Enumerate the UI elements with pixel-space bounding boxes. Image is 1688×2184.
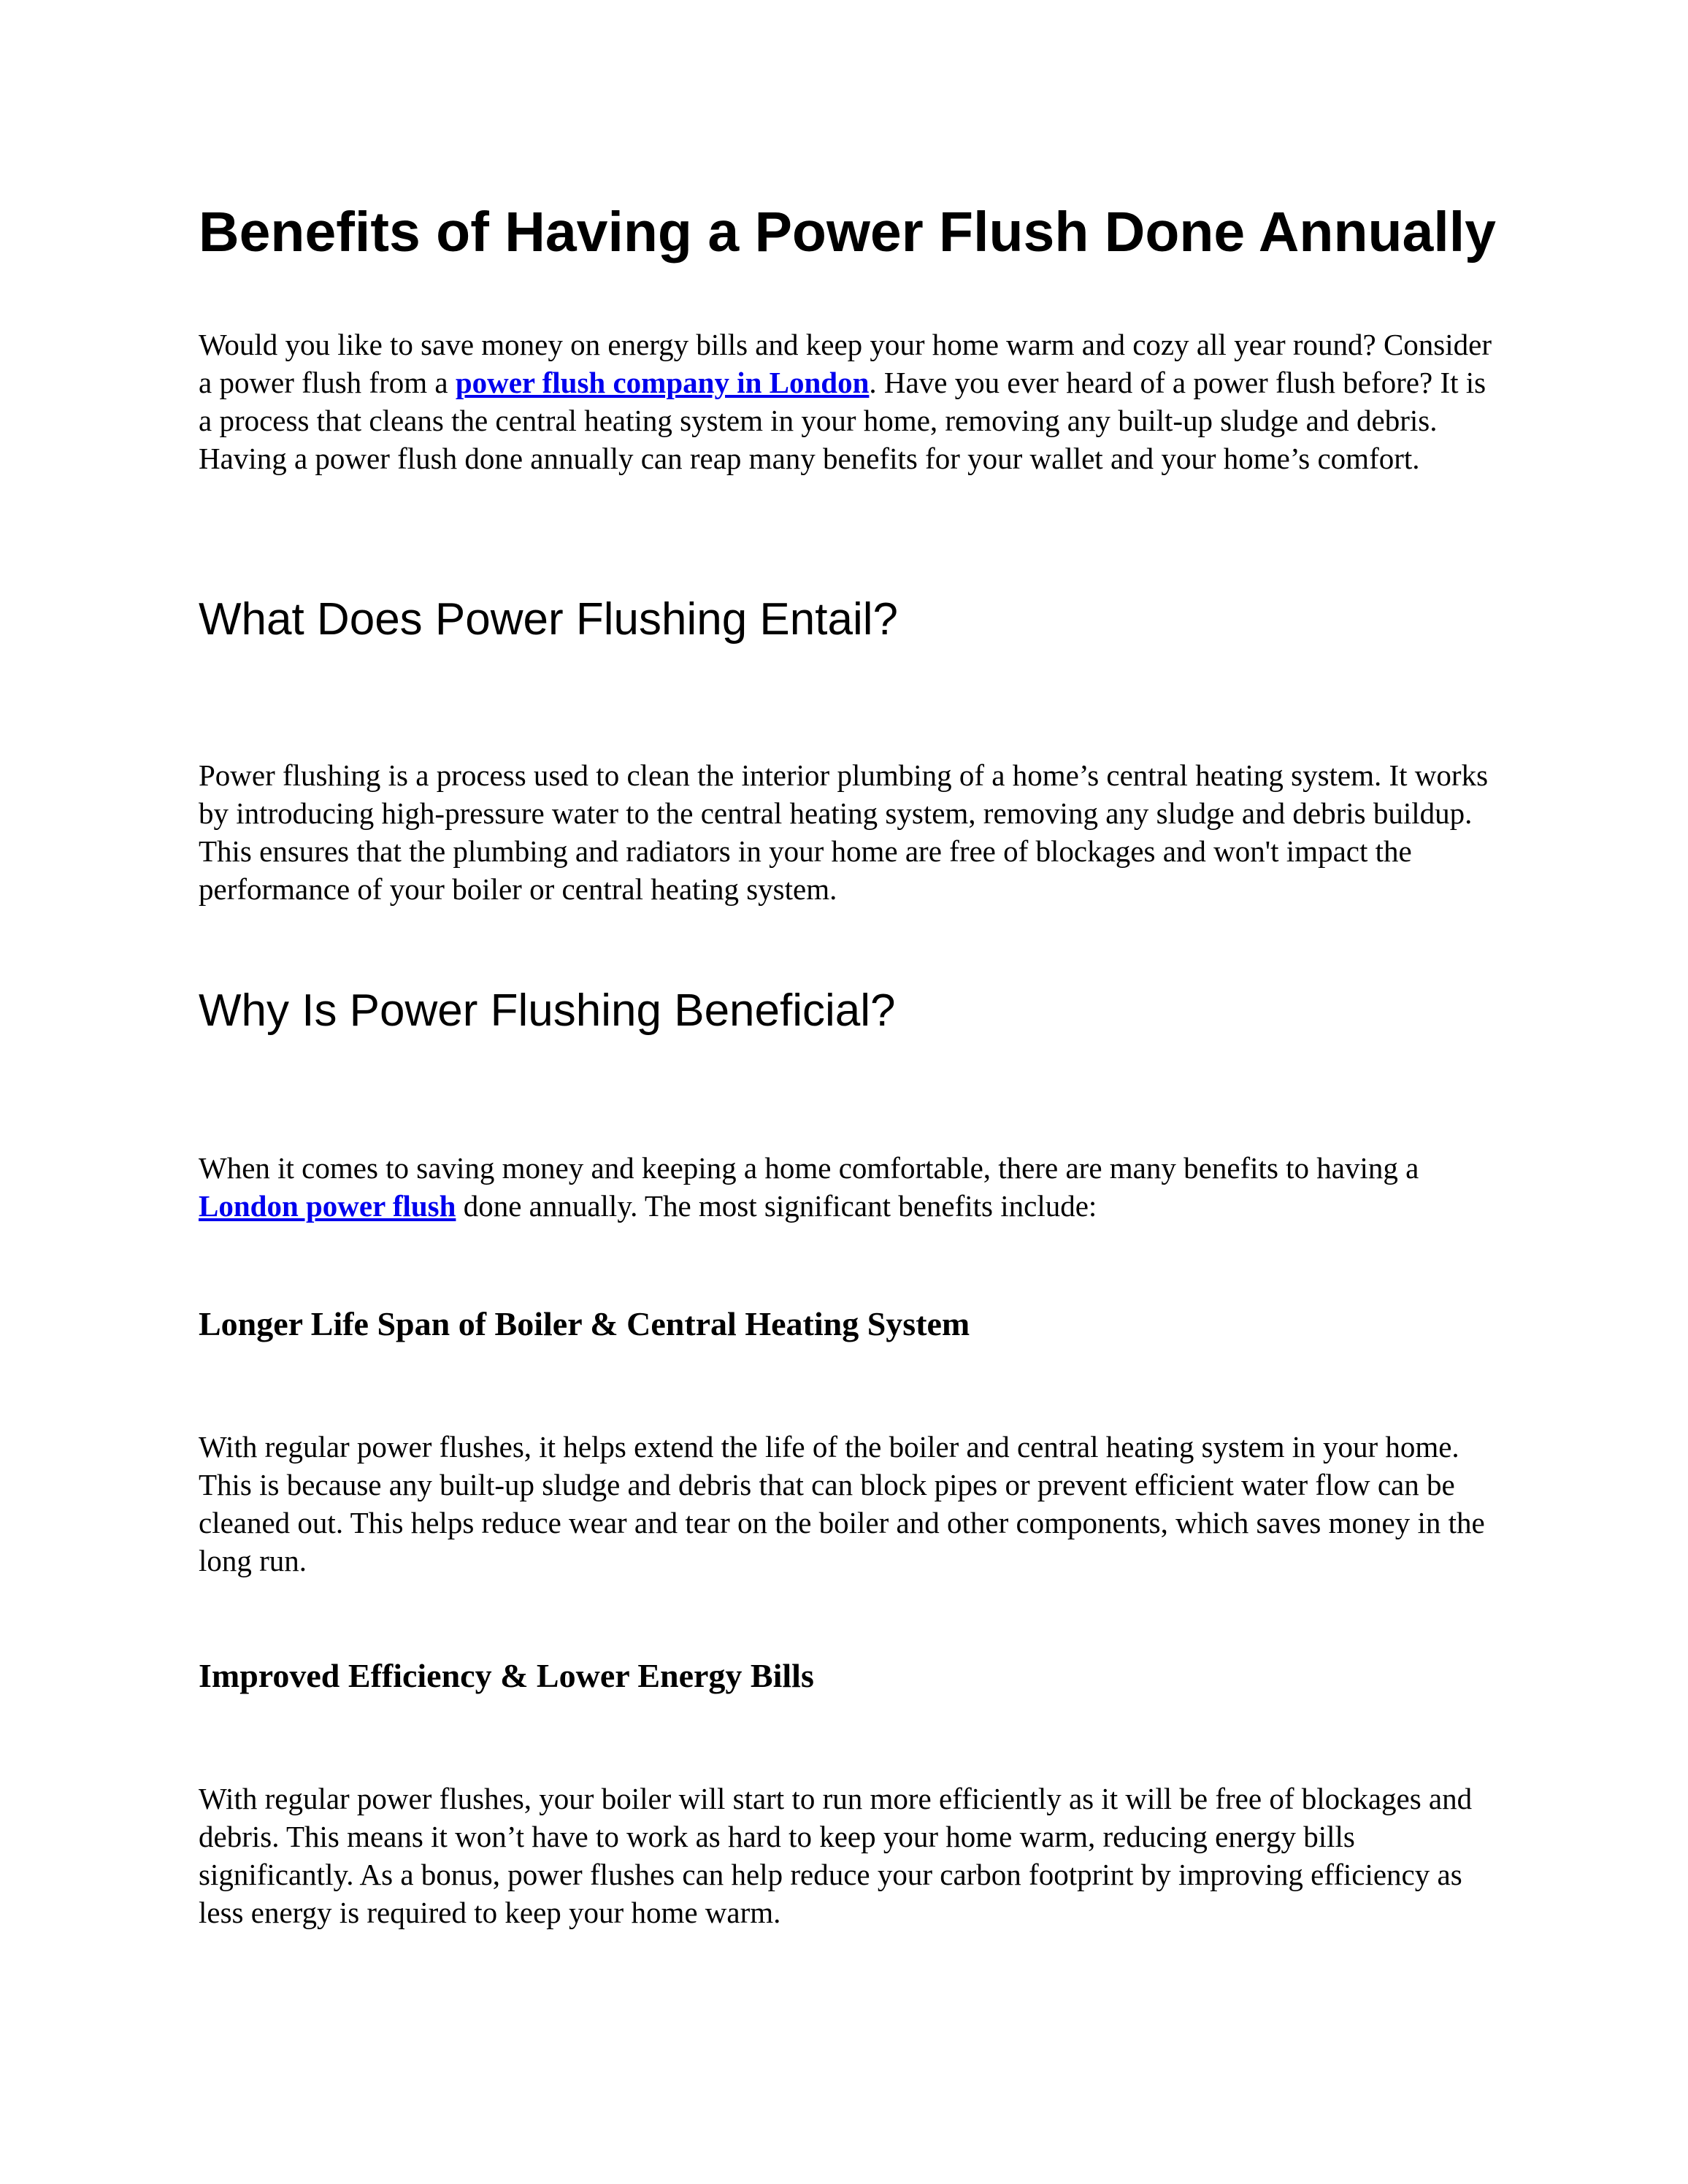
intro-text-start: Would you like to save money on energy bills and keep your home warm and cozy all year round? Consider a power flush from a — [199, 328, 1492, 399]
beneficial-paragraph — [199, 1149, 1505, 1225]
efficiency-paragraph: With regular power flushes, your boiler will start to run more efficiently as it will be free of blockages and debris. This means it won’t have to work as hard to keep your home warm, reducing energy bills significantly. As a bonus, power flushes can help reduce your carbon footprint by improving efficiency as less energy is required to keep your home warm. — [199, 1782, 1473, 1929]
lifespan-paragraph: With regular power flushes, it helps extend the life of the boiler and central heating system in your home. This is because any built-up sludge and debris that can block pipes or prevent efficient water flow can be cleaned out. This helps reduce wear and tear on the boiler and other components, which saves money in the long run. — [199, 1430, 1485, 1577]
section-heading-beneficial: Why Is Power Flushing Beneficial? — [199, 985, 896, 1036]
page-title: Benefits of Having a Power Flush Done Annually — [199, 201, 1496, 264]
benefit-heading-efficiency: Improved Efficiency & Lower Energy Bills — [199, 1657, 814, 1694]
intro-text-end: . Have you ever heard of a power flush before? It is a process that cleans the central heating system in your home, removing any built-up sludge and debris. Having a power flush done annually can reap many benefits for your wallet and your home’s comfort. — [199, 366, 1486, 475]
beneficial-text-start: When it comes to saving money and keeping a home comfortable, there are many benefits to having a — [199, 1151, 1419, 1185]
power-flush-company-link[interactable]: power flush company in London — [455, 366, 870, 399]
intro-paragraph — [199, 326, 1505, 477]
entail-paragraph: Power flushing is a process used to clean the interior plumbing of a home’s central heating system. It works by introducing high-pressure water to the central heating system, removing any sludge and debris buildup. This ensures that the plumbing and radiators in your home are free of blockages and won't impact the performance of your boiler or central heating system. — [199, 758, 1489, 906]
london-power-flush-link[interactable]: London power flush — [199, 1189, 456, 1223]
section-heading-entail: What Does Power Flushing Entail? — [199, 594, 899, 645]
beneficial-text-end: done annually. The most significant benefits include: — [456, 1189, 1097, 1223]
benefit-heading-lifespan: Longer Life Span of Boiler & Central Heating System — [199, 1305, 970, 1342]
